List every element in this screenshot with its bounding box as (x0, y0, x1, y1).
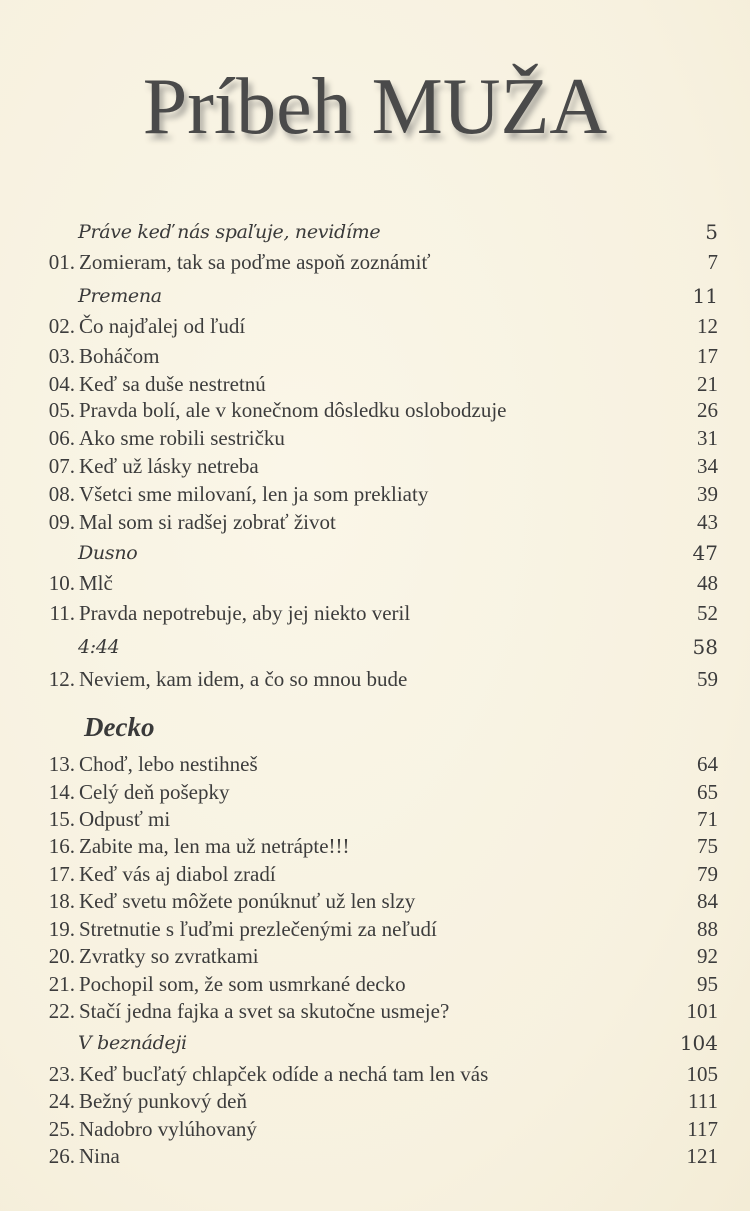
toc-chapter-row (0, 342, 750, 370)
toc-chapter-row (0, 396, 750, 424)
page-number: 26 (697, 398, 718, 422)
chapter-number: 05. (48, 398, 75, 422)
page-number: 92 (697, 944, 718, 968)
chapter-number: 09. (48, 510, 75, 534)
page-number: 104 (679, 1031, 718, 1055)
page-number: 12 (697, 314, 718, 338)
toc-chapter-row (0, 1115, 750, 1143)
chapter-number: 02. (48, 314, 75, 338)
page-number: 47 (692, 541, 718, 565)
chapter-title: Keď svetu môžete ponúknuť už len slzy (79, 889, 416, 913)
chapter-number: 07. (48, 454, 75, 478)
chapter-number: 11. (49, 601, 75, 625)
chapter-number: 23. (48, 1062, 75, 1086)
chapter-title: Keď sa duše nestretnú (79, 372, 266, 396)
toc-chapter-row (0, 1087, 750, 1115)
toc-section-heading: Decko (84, 712, 155, 742)
interlude-title: Dusno (78, 542, 138, 564)
chapter-number: 08. (48, 482, 75, 506)
chapter-number: 17. (48, 862, 75, 886)
chapter-title: Stretnutie s ľuďmi prezlečenými za neľudí (79, 917, 437, 941)
page-number: 11 (692, 284, 718, 308)
chapter-title: Neviem, kam idem, a čo so mnou bude (79, 667, 408, 691)
toc-chapter-row (0, 832, 750, 860)
toc-interlude-row (0, 1029, 750, 1057)
page-number: 59 (697, 667, 718, 691)
toc-chapter-row (0, 970, 750, 998)
toc-chapter-row (0, 942, 750, 970)
chapter-title: Odpusť mi (79, 807, 171, 831)
toc-chapter-row (0, 1060, 750, 1088)
page-number: 31 (697, 426, 718, 450)
toc-chapter-row (0, 370, 750, 398)
toc-chapter-row (0, 915, 750, 943)
chapter-title: Keď vás aj diabol zradí (79, 862, 276, 886)
chapter-title: Mlč (79, 571, 113, 595)
page-number: 58 (692, 635, 718, 659)
page-number: 48 (697, 571, 718, 595)
page-number: 43 (697, 510, 718, 534)
chapter-title: Zvratky so zvratkami (79, 944, 259, 968)
chapter-title: Choď, lebo nestihneš (79, 752, 258, 776)
toc-chapter-row (0, 997, 750, 1025)
chapter-number: 04. (48, 372, 75, 396)
page-number: 95 (697, 972, 718, 996)
chapter-title: Boháčom (79, 344, 160, 368)
interlude-title: V beznádeji (78, 1032, 187, 1054)
interlude-title: Práve keď nás spaľuje, nevidíme (78, 221, 381, 243)
interlude-title: Premena (78, 285, 162, 307)
chapter-number: 14. (48, 780, 75, 804)
toc-chapter-row (0, 599, 750, 627)
toc-chapter-row (0, 887, 750, 915)
toc-interlude-row (0, 539, 750, 567)
page-number: 7 (707, 250, 718, 274)
chapter-title: Pochopil som, že som usmrkané decko (79, 972, 406, 996)
chapter-number: 13. (48, 752, 75, 776)
chapter-number: 16. (48, 834, 75, 858)
chapter-title: Pravda nepotrebuje, aby jej niekto veril (79, 601, 411, 625)
toc-chapter-row (0, 778, 750, 806)
toc-chapter-row (0, 665, 750, 693)
page-number: 34 (697, 454, 718, 478)
toc-chapter-row (0, 860, 750, 888)
chapter-title: Pravda bolí, ale v konečnom dôsledku oslobodzuje (79, 398, 507, 422)
chapter-title: Stačí jedna fajka a svet sa skutočne usmeje? (79, 999, 450, 1023)
page-number: 105 (686, 1062, 718, 1086)
page-number: 21 (697, 372, 718, 396)
chapter-number: 25. (48, 1117, 75, 1141)
chapter-title: Bežný punkový deň (79, 1089, 247, 1113)
chapter-number: 18. (48, 889, 75, 913)
toc-interlude-row (0, 633, 750, 661)
chapter-number: 22. (48, 999, 75, 1023)
book-title: Príbeh MUŽA (142, 63, 608, 151)
page-number: 39 (697, 482, 718, 506)
toc-chapter-row (0, 424, 750, 452)
toc-chapter-row (0, 508, 750, 536)
chapter-number: 21. (48, 972, 75, 996)
chapter-title: Keď bucľatý chlapček odíde a nechá tam len vás (79, 1062, 489, 1086)
page-number: 52 (697, 601, 718, 625)
interlude-title: 4:44 (78, 636, 120, 658)
page-number: 17 (697, 344, 718, 368)
chapter-number: 26. (48, 1144, 75, 1168)
chapter-title: Nina (79, 1144, 120, 1168)
chapter-number: 24. (48, 1089, 75, 1113)
chapter-number: 10. (48, 571, 75, 595)
page-number: 84 (697, 889, 718, 913)
chapter-number: 06. (48, 426, 75, 450)
toc-chapter-row (0, 750, 750, 778)
page-number: 117 (687, 1117, 718, 1141)
toc-chapter-row (0, 1142, 750, 1170)
page-number: 121 (686, 1144, 718, 1168)
toc-interlude-row (0, 282, 750, 310)
chapter-title: Čo najďalej od ľudí (79, 314, 246, 338)
chapter-number: 15. (48, 807, 75, 831)
page-number: 79 (697, 862, 718, 886)
toc-interlude-row (0, 218, 750, 246)
toc-chapter-row (0, 248, 750, 276)
chapter-title: Všetci sme milovaní, len ja som prekliaty (79, 482, 429, 506)
chapter-number: 01. (48, 250, 75, 274)
page-number: 75 (697, 834, 718, 858)
chapter-title: Celý deň pošepky (79, 780, 230, 804)
toc-chapter-row (0, 452, 750, 480)
chapter-number: 19. (48, 917, 75, 941)
chapter-title: Zabite ma, len ma už netrápte!!! (79, 834, 350, 858)
toc-chapter-row (0, 805, 750, 833)
chapter-title: Zomieram, tak sa poďme aspoň zoznámiť (79, 250, 431, 274)
page-number: 88 (697, 917, 718, 941)
page-number: 111 (688, 1089, 718, 1113)
chapter-title: Ako sme robili sestričku (79, 426, 285, 450)
chapter-title: Mal som si radšej zobrať život (79, 510, 336, 534)
chapter-title: Keď už lásky netreba (79, 454, 259, 478)
chapter-number: 20. (48, 944, 75, 968)
toc-chapter-row (0, 312, 750, 340)
toc-chapter-row (0, 569, 750, 597)
page-number: 101 (686, 999, 718, 1023)
toc-chapter-row (0, 480, 750, 508)
chapter-title: Nadobro vylúhovaný (79, 1117, 257, 1141)
page-number: 71 (697, 807, 718, 831)
chapter-number: 03. (48, 344, 75, 368)
page-number: 5 (705, 220, 718, 244)
page-number: 64 (697, 752, 718, 776)
chapter-number: 12. (48, 667, 75, 691)
page-number: 65 (697, 780, 718, 804)
